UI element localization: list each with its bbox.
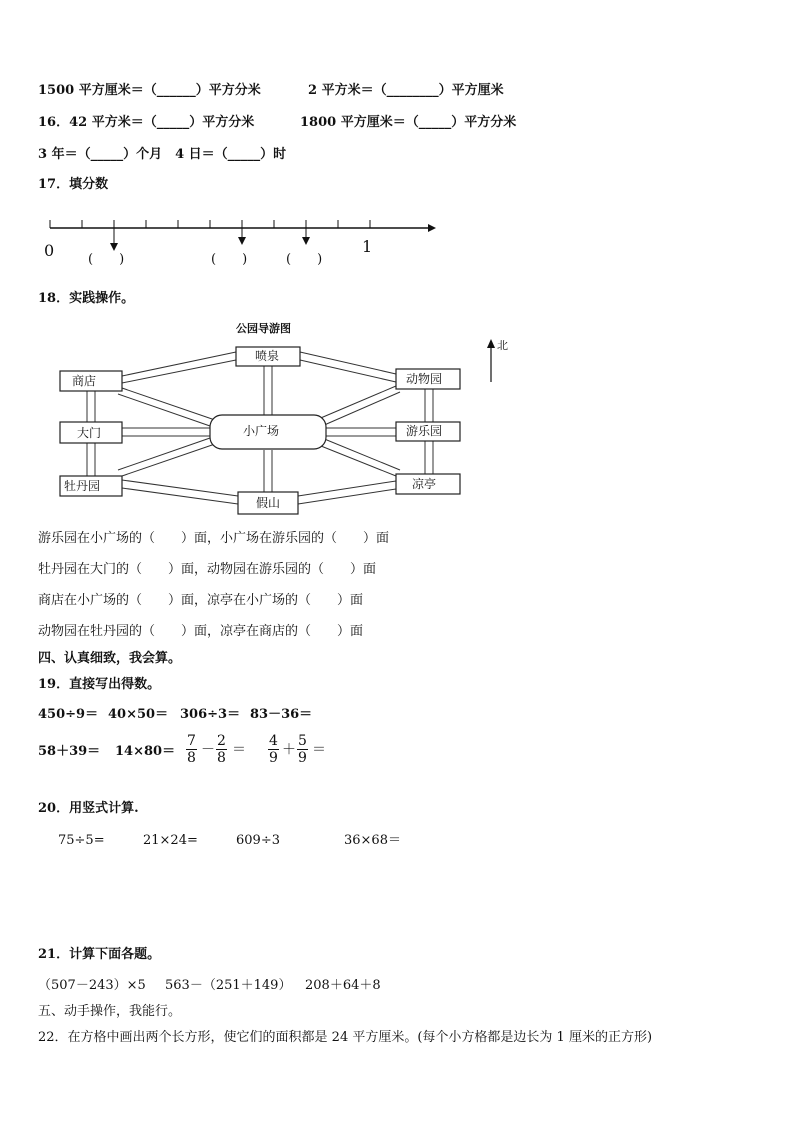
number-line-arrowhead [428, 224, 436, 232]
fraction-2-8 [216, 733, 227, 766]
q18-title: 18．实践操作。 [38, 291, 135, 306]
q19-item-4: 83－36＝ [250, 707, 313, 722]
equals-sign: ＝ [232, 742, 246, 758]
q18-question-4: 动物园在牡丹园的（ ）面，凉亭在商店的（ ）面 [38, 624, 364, 639]
fraction-5-9 [297, 733, 308, 766]
conversion-42m2: 16．42 平方米＝（_____）平方分米 [38, 115, 255, 130]
q19-title: 19．直接写出得数。 [38, 677, 161, 692]
conversion-1500cm2: 1500 平方厘米＝（______）平方分米 [38, 83, 261, 98]
fraction-7-8 [186, 733, 197, 766]
q22-text: 22．在方格中画出两个长方形，使它们的面积都是 24 平方厘米。(每个小方格都是边长为 1 厘米的正方形) [38, 1030, 653, 1045]
numerator: 4 [269, 733, 278, 749]
denominator: 8 [187, 750, 196, 766]
number-line-zero: 0 [44, 241, 55, 260]
q18-question-2: 牡丹园在大门的（ ）面，动物园在游乐园的（ ）面 [38, 562, 377, 577]
section-4-title: 四、认真细致，我会算。 [38, 651, 182, 666]
q17-title: 17．填分数 [38, 177, 109, 192]
number-line-ticks [50, 220, 370, 228]
q20-item-3: 609÷3 [236, 833, 280, 848]
q21-item-3: 208＋64＋8 [305, 978, 381, 993]
pointer-3-head [302, 237, 310, 245]
label-damen: 大门 [77, 426, 102, 440]
q19-item-1: 450÷9＝ [38, 707, 99, 722]
q20-title: 20．用竖式计算. [38, 801, 139, 816]
number-line-one: 1 [362, 237, 373, 256]
denominator: 8 [217, 750, 226, 766]
conversion-1800cm2: 1800 平方厘米＝（_____）平方分米 [300, 115, 517, 130]
label-dongwuyuan: 动物园 [406, 372, 443, 386]
q21-item-2: 563－（251＋149） [165, 978, 292, 993]
denominator: 9 [298, 750, 307, 766]
q19-item-2: 40×50＝ [108, 707, 169, 722]
label-shangdian: 商店 [72, 374, 97, 388]
q19-item-6: 14×80＝ [115, 744, 176, 759]
pointer-1-head [110, 243, 118, 251]
q21-item-1: （507－243）×5 [38, 978, 146, 993]
fraction-blank-1: ( ) [88, 252, 125, 267]
north-label: 北 [497, 339, 508, 352]
q20-item-2: 21×24= [143, 833, 198, 848]
q18-question-1: 游乐园在小广场的（ ）面，小广场在游乐园的（ ）面 [38, 531, 390, 546]
q21-title: 21．计算下面各题。 [38, 947, 161, 962]
plus-sign: ＋ [282, 742, 296, 758]
fraction-blank-2: ( ) [211, 252, 248, 267]
equals-sign: ＝ [312, 742, 326, 758]
q20-item-1: 75÷5= [58, 833, 105, 848]
q18-question-3: 商店在小广场的（ ）面，凉亭在小广场的（ ）面 [38, 593, 364, 608]
q19-item-5: 58＋39＝ [38, 744, 101, 759]
conversion-2m2: 2 平方米＝（________）平方厘米 [308, 83, 504, 98]
map-title: 公园导游图 [236, 322, 291, 335]
conversion-time: 3 年＝（_____）个月 4 日＝（_____）时 [38, 147, 287, 162]
numerator: 2 [217, 733, 226, 749]
section-5-title: 五、动手操作，我能行。 [38, 1004, 182, 1019]
pointer-2-head [238, 237, 246, 245]
numerator: 5 [298, 733, 307, 749]
label-penquan: 喷泉 [255, 349, 280, 363]
minus-sign: － [201, 742, 215, 758]
label-jiashan: 假山 [256, 496, 281, 510]
fraction-blank-3: ( ) [286, 252, 323, 267]
label-xiaoguangchang: 小广场 [243, 424, 280, 438]
q20-item-4: 36×68＝ [344, 833, 401, 848]
fraction-4-9 [268, 733, 279, 766]
label-liangting: 凉亭 [412, 477, 437, 491]
label-youleyuan: 游乐园 [406, 424, 443, 438]
numerator: 7 [187, 733, 196, 749]
denominator: 9 [269, 750, 278, 766]
label-mudanyuan: 牡丹园 [64, 479, 101, 493]
q19-item-3: 306÷3＝ [180, 707, 241, 722]
